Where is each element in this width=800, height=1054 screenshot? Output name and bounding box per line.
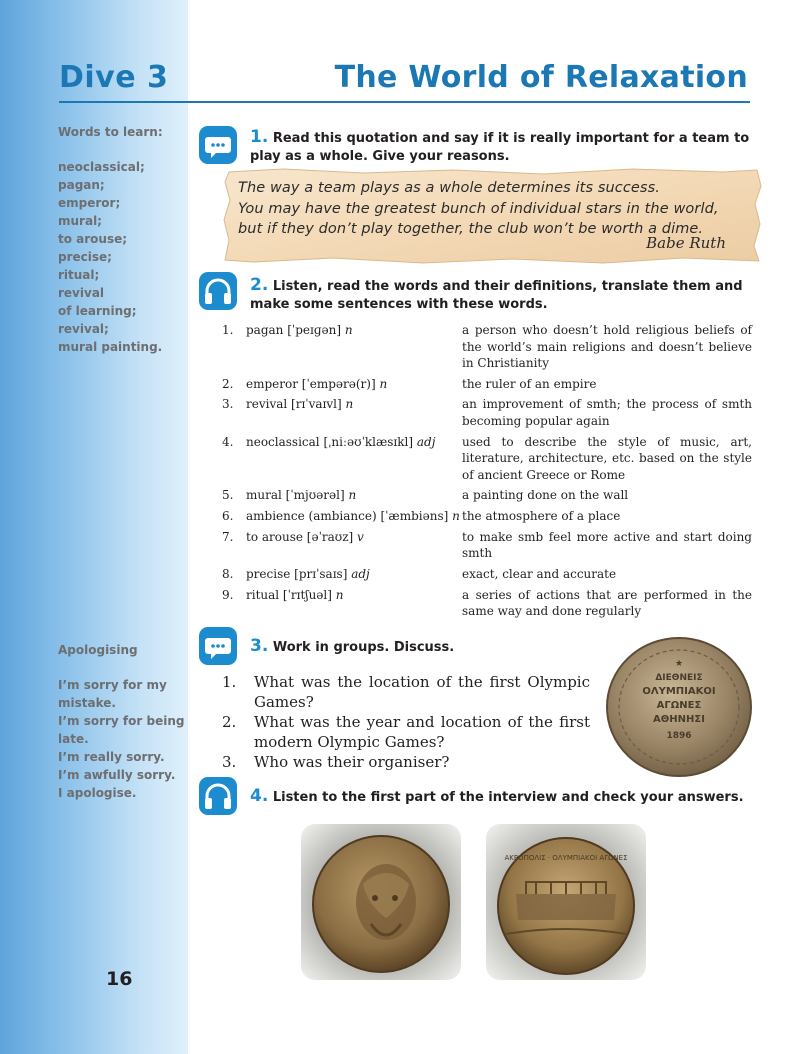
vocab-number: 7. <box>222 529 234 544</box>
svg-text:ΔΙΕΘΝΕΙΣ: ΔΙΕΘΝΕΙΣ <box>655 673 703 683</box>
vocab-definition: an improvement of smth; the process of smth becoming popular again <box>462 397 752 428</box>
vocab-definition: used to describe the style of music, art, literature, architecture, etc. based on the style of ancient Greece or Rome <box>462 434 752 482</box>
task-3-text: Work in groups. Discuss. <box>272 640 455 655</box>
vocab-pos: n <box>452 508 460 523</box>
quote-author: Babe Ruth <box>646 234 726 252</box>
vocab-definition: a painting done on the wall <box>462 488 629 503</box>
vocab-row <box>222 587 752 620</box>
vocab-term <box>246 566 462 583</box>
vocab-pos: n <box>335 587 344 602</box>
vocab-term <box>246 396 462 429</box>
phrase-item: mistake. <box>58 696 116 710</box>
discussion-questions <box>222 672 590 772</box>
vocab-pos: v <box>357 529 364 544</box>
task-4-instruction <box>250 787 750 807</box>
vocab-word: mural [ˈmjʊərəl] <box>246 488 349 503</box>
task-2-number: 2. <box>250 275 269 295</box>
word-item: ritual; <box>58 268 100 282</box>
vocab-definition: the ruler of an empire <box>462 376 597 391</box>
svg-text:ΟΛΥΜΠΙΑΚΟΙ: ΟΛΥΜΠΙΑΚΟΙ <box>642 686 716 697</box>
word-item: emperor; <box>58 196 121 210</box>
chapter-title: Dive 3 <box>59 60 169 95</box>
vocab-word: precise [prɪˈsaɪs] <box>246 566 352 581</box>
word-item: revival; <box>58 322 109 336</box>
question-number: 2. <box>222 713 237 731</box>
question-item <box>222 752 590 772</box>
task-1-text: Read this quotation and say if it is really important for a team to play as a whole. Give your reasons. <box>250 131 750 164</box>
phrase-item: I’m sorry for my <box>58 678 167 692</box>
question-text: What was the location of the first Olympic Games? <box>254 673 590 711</box>
vocab-definition: a series of actions that are performed in the same way and done regularly <box>462 587 752 618</box>
vocab-term <box>246 508 462 525</box>
quote-line-1: The way a team plays as a whole determines its success. <box>238 180 660 196</box>
question-number: 1. <box>222 673 237 691</box>
vocab-term <box>246 487 462 504</box>
question-item <box>222 712 590 752</box>
speech-bubble-icon <box>199 126 237 164</box>
page-number: 16 <box>106 968 133 990</box>
vocab-pos: adj <box>351 566 370 581</box>
vocab-number: 2. <box>222 376 234 391</box>
headphones-icon <box>199 777 237 815</box>
vocab-pos: n <box>379 376 388 391</box>
headphones-icon <box>199 272 237 310</box>
vocab-pos: n <box>348 488 357 503</box>
vocab-row <box>222 322 752 372</box>
vocab-word: neoclassical [ˌniːəʊˈklæsɪkl] <box>246 434 417 449</box>
vocab-word: emperor [ˈempərə(r)] <box>246 376 380 391</box>
vocab-pos: adj <box>416 434 436 449</box>
vocab-word: revival [rɪˈvaɪvl] <box>246 397 346 412</box>
vocab-number: 1. <box>222 323 234 337</box>
word-item: precise; <box>58 250 112 264</box>
vocab-row <box>222 487 752 504</box>
page-title: The World of Relaxation <box>334 60 748 95</box>
svg-text:1896: 1896 <box>666 731 692 741</box>
vocab-term <box>246 376 462 393</box>
task-1-instruction <box>250 128 750 166</box>
question-text: Who was their organiser? <box>254 753 450 771</box>
vocab-word: pagan [ˈpeɪɡən] <box>246 323 345 337</box>
vocab-term <box>246 587 462 620</box>
word-item: revival <box>58 286 105 300</box>
task-2-instruction <box>250 276 750 314</box>
vocab-row <box>222 396 752 429</box>
vocab-word: ritual [ˈrɪtʃuəl] <box>246 587 336 602</box>
quote-line-2: You may have the greatest bunch of individual stars in the world, <box>238 201 719 217</box>
word-item: to arouse; <box>58 232 128 246</box>
phrase-item: I’m awfully sorry. <box>58 768 176 782</box>
header-rule <box>59 101 750 103</box>
task-4-text: Listen to the first part of the interview and check your answers. <box>272 790 744 805</box>
vocab-row <box>222 434 752 484</box>
vocab-number: 6. <box>222 508 234 523</box>
phrase-item: I’m sorry for being <box>58 714 185 728</box>
word-item: of learning; <box>58 304 137 318</box>
quote-paper <box>223 168 763 264</box>
apologising-heading: Apologising <box>58 643 138 657</box>
vocab-number: 8. <box>222 566 234 581</box>
task-3-number: 3. <box>250 636 269 656</box>
vocab-definition: exact, clear and accurate <box>462 566 617 581</box>
task-1-number: 1. <box>250 127 269 147</box>
vocab-row <box>222 376 752 393</box>
medal-photo-front <box>301 824 461 980</box>
words-to-learn-box <box>58 125 163 356</box>
question-item <box>222 672 590 712</box>
svg-text:ΑΘΗΝΗΣΙ: ΑΘΗΝΗΣΙ <box>653 714 705 725</box>
speech-bubble-icon <box>199 627 237 665</box>
svg-text:★: ★ <box>674 659 684 669</box>
vocab-row <box>222 529 752 562</box>
vocab-number: 5. <box>222 488 234 503</box>
word-item: mural; <box>58 214 102 228</box>
word-item: mural painting. <box>58 340 163 354</box>
words-to-learn-heading: Words to learn: <box>58 125 163 139</box>
apologising-box <box>58 643 184 802</box>
vocab-number: 3. <box>222 397 234 412</box>
quote-line-3: but if they don’t play together, the club won’t be worth a dime. <box>238 221 704 237</box>
vocab-definition: a person who doesn’t hold religious beliefs of the world’s main religions and doesn’t believe in Christianity <box>462 323 752 370</box>
phrase-item: I’m really sorry. <box>58 750 165 764</box>
vocab-number: 4. <box>222 434 234 449</box>
vocab-pos: n <box>344 323 353 337</box>
phrase-item: I apologise. <box>58 786 137 800</box>
vocab-word: ambience (ambiance) [ˈæmbiəns] <box>246 508 453 523</box>
question-number: 3. <box>222 753 237 771</box>
vocab-term <box>246 322 462 372</box>
vocab-number: 9. <box>222 587 234 602</box>
vocab-definition: the atmosphere of a place <box>462 508 621 523</box>
task-4-number: 4. <box>250 786 269 806</box>
vocab-term <box>246 434 462 484</box>
vocabulary-list <box>222 322 752 624</box>
phrase-item: late. <box>58 732 89 746</box>
task-2-text: Listen, read the words and their definitions, translate them and make some sentences with these words. <box>250 279 743 312</box>
word-item: pagan; <box>58 178 105 192</box>
word-item: neoclassical; <box>58 160 145 174</box>
medal-photo-back <box>486 824 646 980</box>
svg-text:ΑΚΡΟΠΟΛΙΣ · ΟΛΥΜΠΙΑΚΟΙ ΑΓΩΝΕΣ: ΑΚΡΟΠΟΛΙΣ · ΟΛΥΜΠΙΑΚΟΙ ΑΓΩΝΕΣ <box>504 854 628 862</box>
vocab-word: to arouse [əˈraʊz] <box>246 529 358 544</box>
vocab-pos: n <box>345 397 354 412</box>
olympic-medal-image <box>604 636 754 782</box>
svg-text:ΑΓΩΝΕΣ: ΑΓΩΝΕΣ <box>656 700 702 711</box>
vocab-term <box>246 529 462 562</box>
vocab-row <box>222 566 752 583</box>
vocab-definition: to make smb feel more active and start doing smth <box>462 529 752 561</box>
question-text: What was the year and location of the first modern Olympic Games? <box>254 713 590 751</box>
vocab-row <box>222 508 752 525</box>
